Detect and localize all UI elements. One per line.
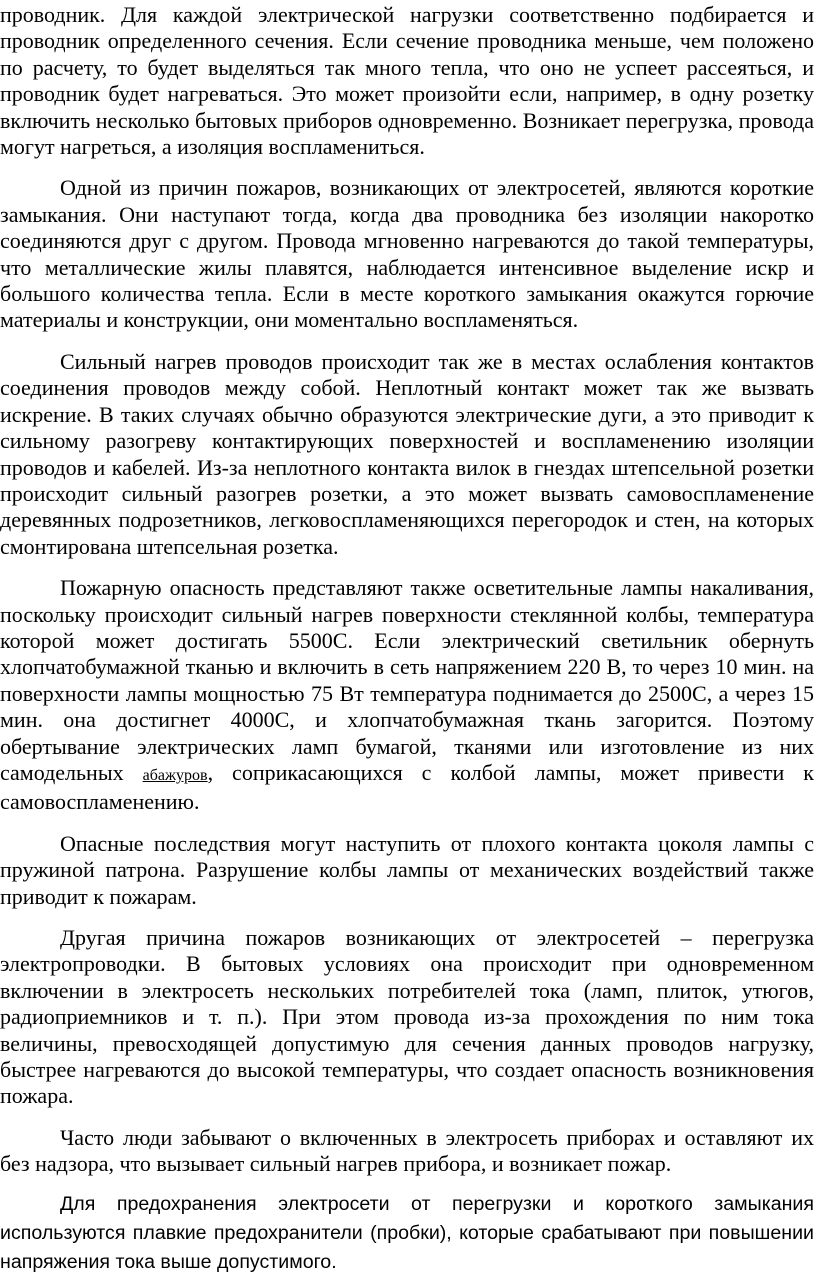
- paragraph-unattended-devices: Часто люди забывают о включенных в электросеть приборах и оставляют их без надзора, что вызывает сильный нагрев прибора, и возникает пожар.: [0, 1124, 814, 1177]
- paragraph-fuses: Для предохранения электросети от перегрузки и короткого замыкания используются плавкие предохранители (пробки), которые срабатывают при повышении напряжения тока выше допустимого.: [0, 1192, 814, 1273]
- paragraph-incandescent-lamps: [0, 575, 814, 816]
- paragraph-weak-contacts: Сильный нагрев проводов происходит так же в местах ослабления контактов соединения проводов между собой. Неплотный контакт может так же вызвать искрение. В таких случаях обычно образуются электрические дуги, а это приводит к сильному разогреву контактирующих поверхностей и воспламенению изоляции проводов и кабелей. Из-за неплотного контакта вилок в гнездах штепсельной розетки происходит сильный разогрев розетки, а это может вызвать самовоспламенение деревянных подрозетников, легковоспламеняющихся перегородок и стен, на которых смонтирована штепсельная розетка.: [0, 348, 814, 559]
- lamps-text-end: , соприкасающихся с колбой лампы, может привести к самовоспламенению.: [0, 759, 814, 815]
- paragraph-overload-intro: проводник. Для каждой электрической нагрузки соответственно подбирается и проводник определенного сечения. Если сечение проводника меньше, чем положено по расчету, то будет выделяться так много тепла, что оно не успеет рассеяться, и проводник будет нагреваться. Это может произойти если, например, в одну розетку включить несколько бытовых приборов одновременно. Возникает перегрузка, провода могут нагреться, а изоляция воспламениться.: [0, 2, 814, 160]
- lampshade-link[interactable]: абажуров: [142, 766, 208, 784]
- lamps-text-start: Пожарную опасность представляют также осветительные лампы накаливания, поскольку происходит сильный нагрев поверхности стеклянной колбы, температура которой может достигать 5500С. Если электрический светильник обернуть хлопчатобумажной тканью и включить в сеть напряжением 220 В, то через 10 мин. на поверхности лампы мощностью 75 Вт температура поднимается до 2500С, а через 15 мин. она достигнет 4000С, и хлопчатобумажная ткань загорится. Поэтому обертывание электрических ламп бумагой, тканями или изготовление из них самодельных: [0, 575, 814, 785]
- paragraph-wiring-overload: Другая причина пожаров возникающих от электросетей – перегрузка электропроводки. В бытовых условиях она происходит при одновременном включении в электросеть нескольких потребителей тока (ламп, плиток, утюгов, радиоприемников и т. п.). При этом провода из-за прохождения по ним тока величины, превосходящей допустимую для сечения данных проводов нагрузку, быстрее нагреваются до высокой температуры, что создает опасность возникновения пожара.: [0, 925, 814, 1109]
- paragraph-lamp-socket: Опасные последствия могут наступить от плохого контакта цоколя лампы с пружиной патрона. Разрушение колбы лампы от механических воздействий также приводит к пожарам.: [0, 830, 814, 909]
- paragraph-short-circuit: Одной из причин пожаров, возникающих от электросетей, являются короткие замыкания. Они наступают тогда, когда два проводника без изоляции накоротко соединяются друг с другом. Провода мгновенно нагреваются до такой температуры, что металлические жилы плавятся, наблюдается интенсивное выделение искр и большого количества тепла. Если в месте короткого замыкания окажутся горючие материалы и конструкции, они моментально воспламеняться.: [0, 175, 814, 333]
